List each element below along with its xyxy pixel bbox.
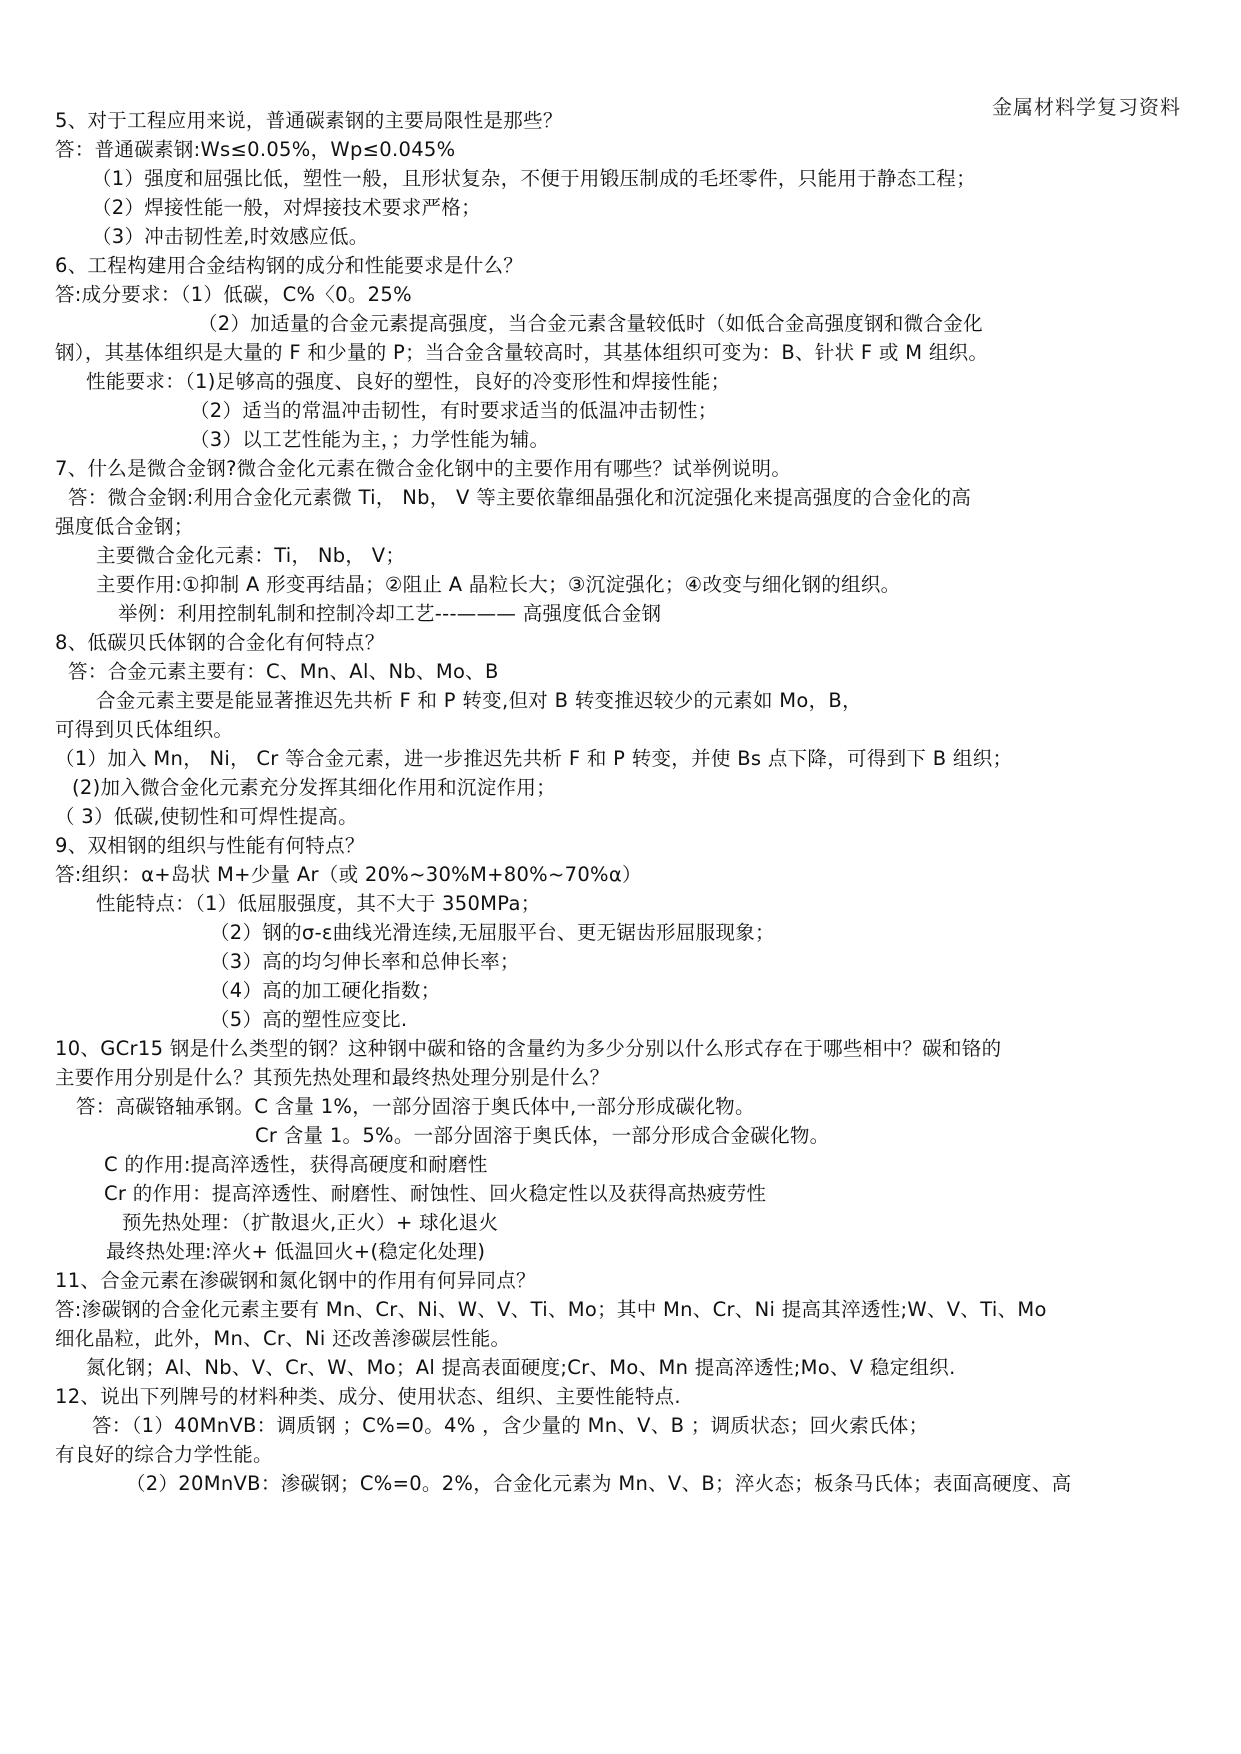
answer-line: Cr 含量 1。5%。一部分固溶于奥氏体，一部分形成合金碳化物。 — [255, 1124, 830, 1147]
answer-line: 答:成分要求：（1）低碳，C%〈0。25% — [55, 283, 412, 306]
answer-line: 性能特点：（1）低屈服强度，其不大于 350MPa； — [96, 892, 541, 915]
answer-line: （2）20MnVB：渗碳钢；C%=0。2%，合金化元素为 Mn、V、B；淬火态；板条马氏体；表面高硬度、高 — [126, 1472, 1072, 1495]
answer-line: 细化晶粒，此外，Mn、Cr、Ni 还改善渗碳层性能。 — [55, 1327, 511, 1350]
answer-line: 性能要求：（1)足够高的强度、良好的塑性，良好的冷变形性和焊接性能； — [86, 370, 731, 393]
answer-line: (2)加入微合金化元素充分发挥其细化作用和沉淀作用； — [72, 776, 556, 799]
answer-line: 预先热处理：（扩散退火,正火）+ 球化退火 — [122, 1211, 499, 1234]
answer-line: Cr 的作用：提高淬透性、耐磨性、耐蚀性、回火稳定性以及获得高热疲劳性 — [104, 1182, 767, 1205]
answer-line: 答：高碳铬轴承钢。C 含量 1%，一部分固溶于奥氏体中,一部分形成碳化物。 — [76, 1095, 755, 1118]
question-8: 8、低碳贝氏体钢的合金化有何特点？ — [55, 631, 385, 654]
answer-line: （3）以工艺性能为主，；力学性能为辅。 — [190, 428, 550, 451]
answer-line: （5）高的塑性应变比. — [210, 1008, 408, 1031]
answer-line: （2）焊接性能一般，对焊接技术要求严格； — [92, 196, 481, 219]
answer-line: 合金元素主要是能显著推迟先共析 F 和 P 转变,但对 B 转变推迟较少的元素如 Mo，B， — [96, 689, 862, 712]
answer-line: （2）加适量的合金元素提高强度，当合金元素含量较低时（如低合金高强度钢和微合金化 — [198, 312, 983, 335]
answer-line: 钢），其基体组织是大量的 F 和少量的 P；当合金含量较高时，其基体组织可变为：B、针状 F 或 M 组织。 — [55, 341, 989, 364]
question-12: 12、说出下列牌号的材料种类、成分、使用状态、组织、主要性能特点. — [55, 1385, 681, 1408]
answer-line: 有良好的综合力学性能。 — [55, 1443, 273, 1466]
question-7: 7、什么是微合金钢?微合金化元素在微合金化钢中的主要作用有哪些？试举例说明。 — [55, 457, 792, 480]
question-9: 9、双相钢的组织与性能有何特点？ — [55, 834, 365, 857]
page-header-title: 金属材料学复习资料 — [992, 95, 1181, 119]
answer-line: C 的作用:提高淬透性，获得高硬度和耐磨性 — [104, 1153, 488, 1176]
question-10: 10、GCr15 钢是什么类型的钢？这种钢中碳和铬的含量约为多少分别以什么形式存在于哪些相中？碳和铬的 — [55, 1037, 1002, 1060]
question-6: 6、工程构建用合金结构钢的成分和性能要求是什么？ — [55, 254, 524, 277]
answer-line: （3）冲击韧性差,时效感应低。 — [92, 225, 369, 248]
answer-line: 主要微合金化元素：Ti， Nb， V； — [96, 544, 406, 567]
answer-line: 氮化钢；Al、Nb、V、Cr、W、Mo；Al 提高表面硬度;Cr、Mo、Mn 提高淬透性;Mo、V 稳定组织. — [86, 1356, 956, 1379]
answer-line: 答：普通碳素钢:Ws≤0.05%，Wp≤0.045% — [55, 138, 456, 161]
answer-line: （3）高的均匀伸长率和总伸长率； — [210, 950, 520, 973]
answer-line: 答:组织：α+岛状 M+少量 Ar（或 20%~30%M+80%~70%α） — [55, 863, 642, 886]
answer-line: 答：（1）40MnVB：调质钢 ；C%=0。4% ，含少量的 Mn、V、B ；调质状态；回火索氏体； — [92, 1414, 929, 1437]
answer-line: 可得到贝氏体组织。 — [55, 718, 234, 741]
answer-line: 答：合金元素主要有：C、Mn、Al、Nb、Mo、B — [68, 660, 499, 683]
question-10-cont: 主要作用分别是什么？其预先热处理和最终热处理分别是什么？ — [55, 1066, 610, 1089]
answer-line: 举例：利用控制轧制和控制冷却工艺---——— 高强度低合金钢 — [118, 602, 662, 625]
answer-line: （2）适当的常温冲击韧性，有时要求适当的低温冲击韧性； — [190, 399, 718, 422]
answer-line: 答:渗碳钢的合金化元素主要有 Mn、Cr、Ni、W、V、Ti、Mo；其中 Mn、Cr、Ni 提高其淬透性;W、V、Ti、Mo — [55, 1298, 1047, 1321]
question-11: 11、合金元素在渗碳钢和氮化钢中的作用有何异同点？ — [55, 1269, 536, 1292]
answer-line: （ 3）低碳,使韧性和可焊性提高。 — [55, 805, 358, 828]
answer-line: 答：微合金钢:利用合金化元素微 Ti， Nb， V 等主要依靠细晶强化和沉淀强化来提高强度的合金化的高 — [68, 486, 972, 509]
answer-line: （2）钢的σ-ε曲线光滑连续,无屈服平台、更无锯齿形屈服现象； — [210, 921, 775, 944]
answer-line: （1）强度和屈强比低，塑性一般，且形状复杂，不便于用锻压制成的毛坯零件，只能用于静态工程； — [92, 167, 976, 190]
answer-line: 主要作用:①抑制 A 形变再结晶；②阻止 A 晶粒长大；③沉淀强化；④改变与细化钢的组织。 — [96, 573, 901, 596]
answer-line: 强度低合金钢； — [55, 515, 194, 538]
answer-line: 最终热处理:淬火+ 低温回火+(稳定化处理) — [106, 1240, 486, 1263]
question-5: 5、对于工程应用来说，普通碳素钢的主要局限性是那些？ — [55, 109, 563, 132]
answer-line: （4）高的加工硬化指数； — [210, 979, 441, 1002]
answer-line: （1）加入 Mn， Ni， Cr 等合金元素，进一步推迟先共析 F 和 P 转变，并使 Bs 点下降，可得到下 B 组织； — [55, 747, 1013, 770]
